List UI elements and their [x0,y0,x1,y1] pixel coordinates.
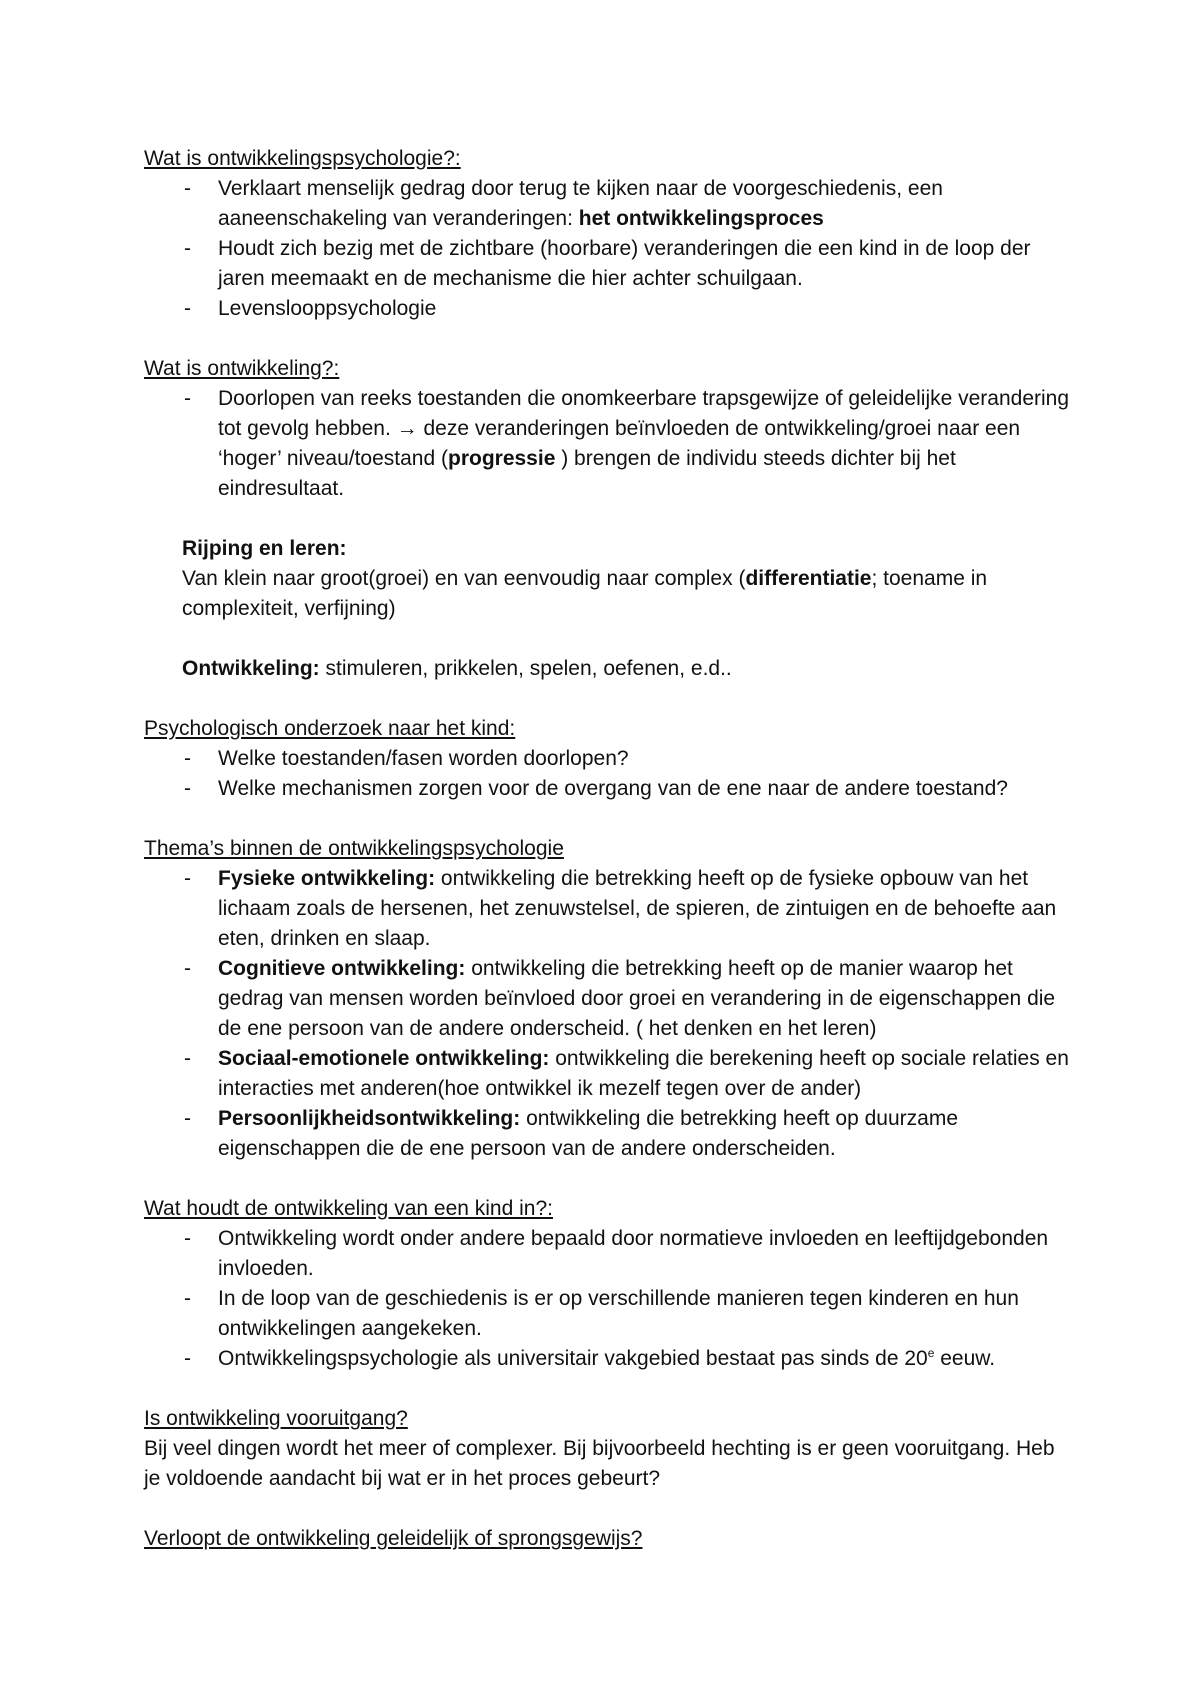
item-text: ontwikkeling die betrekking heeft op de manier waarop het gedrag van mensen worden beïnvloed door groei en verandering in de eigenschappen die de ene persoon van de andere onderscheid. ( het denken en het leren) [218,957,1056,1040]
list-item [144,1044,1074,1104]
item-text: Levenslooppsychologie [218,297,437,320]
list-item [144,1284,1074,1344]
section-heading-ontwikkeling-kind: Wat houdt de ontwikkeling van een kind in?: [144,1197,553,1220]
list-item [144,234,1074,294]
list-item [144,1224,1074,1284]
section-heading-geleidelijk: Verloopt de ontwikkeling geleidelijk of sprongsgewijs? [144,1527,643,1550]
section-heading-vooruitgang: Is ontwikkeling vooruitgang? [144,1407,408,1430]
bullet-list [144,174,1074,324]
item-text: In de loop van de geschiedenis is er op verschillende manieren tegen kinderen en hun ontwikkelingen aangekeken. [218,1287,1019,1340]
bullet-list [144,864,1074,1164]
item-text: Verklaart menselijk gedrag door terug te kijken naar de voorgeschiedenis, een aaneenschakeling van veranderingen: [218,177,943,230]
item-bold-term: Sociaal-emotionele ontwikkeling: [218,1047,550,1070]
item-text: Houdt zich bezig met de zichtbare (hoorbare) veranderingen die een kind in de loop der jaren meemaakt en de mechanisme die hier achter schuilgaan. [218,237,1031,290]
list-item [144,954,1074,1044]
item-bold-term: het ontwikkelingsproces [578,207,824,230]
list-item [144,174,1074,234]
item-bold-term: progressie [448,447,556,470]
paragraph: Van klein naar groot(groei) en van eenvoudig naar complex (differentiatie; toename in complexiteit, verfijning) [182,567,988,620]
list-item [144,1104,1074,1164]
list-item [144,774,1074,804]
bullet-list [144,744,1074,804]
bullet-list [144,1224,1074,1374]
item-bold-term: Fysieke ontwikkeling: [218,867,436,890]
section-heading-ontwikkeling: Wat is ontwikkeling?: [144,357,340,380]
list-item [144,1344,1074,1374]
list-item [144,384,1074,504]
item-text: Welke toestanden/fasen worden doorlopen? [218,747,629,770]
bold-term: differentiatie [745,567,872,590]
list-item [144,864,1074,954]
item-text: Ontwikkelingspsychologie als universitair vakgebied bestaat pas sinds de 20 [218,1347,928,1370]
bullet-list [144,384,1074,504]
item-bold-term: Persoonlijkheidsontwikkeling: [218,1107,521,1130]
item-text: Doorlopen van reeks toestanden die onomkeerbare trapsgewijze of geleidelijke verandering tot gevolg hebben. [218,387,1070,440]
item-text: deze veranderingen beïnvloeden de ontwikkeling/groei naar een ‘hoger’ niveau/toestand ( [218,417,1021,470]
section-heading-onderzoek: Psychologisch onderzoek naar het kind: [144,717,516,740]
item-text: Ontwikkeling wordt onder andere bepaald door normatieve invloeden en leeftijdgebonden invloeden. [218,1227,1049,1280]
item-bold-term: Cognitieve ontwikkeling: [218,957,466,980]
item-text: Welke mechanismen zorgen voor de overgang van de ene naar de andere toestand? [218,777,1008,800]
item-text: ontwikkeling die berekening heeft op sociale relaties en interacties met anderen(hoe ontwikkel ik mezelf tegen over de ander) [218,1047,1069,1100]
item-text: eeuw. [934,1347,996,1370]
list-item [144,294,1074,324]
arrow-icon: → [396,417,418,440]
paragraph: Bij veel dingen wordt het meer of complexer. Bij bijvoorbeeld hechting is er geen vooruitgang. Heb je voldoende aandacht bij wat er in het proces gebeurt? [144,1437,1055,1490]
item-text: ontwikkeling die betrekking heeft op de fysieke opbouw van het lichaam zoals de hersenen, het zenuwstelsel, de spieren, de zintuigen en de behoefte aan eten, drinken en slaap. [218,867,1057,950]
superscript: e [927,1346,935,1360]
bold-term: Ontwikkeling: [182,657,320,680]
section-heading-themas: Thema’s binnen de ontwikkelingspsychologie [144,837,564,860]
document-body [144,144,1074,1554]
list-item [144,744,1074,774]
item-text: ) brengen de individu steeds dichter bij het eindresultaat. [218,447,956,500]
item-text: ontwikkeling die betrekking heeft op duurzame eigenschappen die de ene persoon van de andere onderscheiden. [218,1107,958,1160]
subsection-rijping [144,534,1074,684]
section-heading-ontwikkelingspsychologie: Wat is ontwikkelingspsychologie?: [144,147,461,170]
subsection-heading: Rijping en leren: [182,537,347,560]
paragraph: Ontwikkeling: stimuleren, prikkelen, spelen, oefenen, e.d.. [182,657,732,680]
